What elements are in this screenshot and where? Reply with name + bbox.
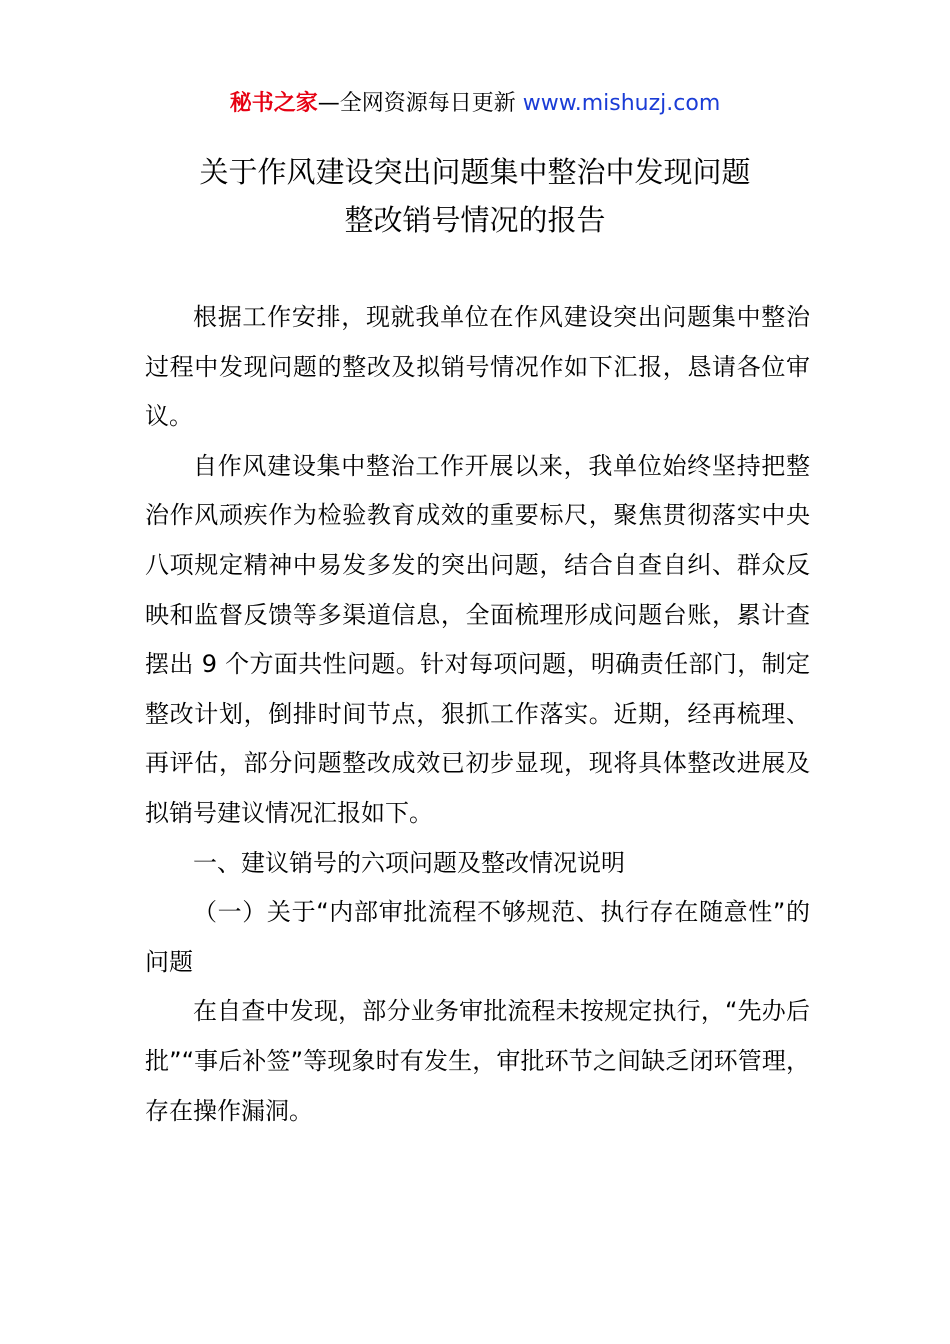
paragraph-issue-description: 在自查中发现，部分业务审批流程未按规定执行，“先办后批”“事后补签”等现象时有发生，审批环节之间缺乏闭环管理，存在操作漏洞。 (145, 997, 810, 1125)
subsection-heading-1: （一）关于“内部审批流程不够规范、执行存在随意性”的问题 (145, 898, 810, 976)
document-title-line-2: 整改销号情况的报告 (344, 203, 606, 237)
site-url-link[interactable]: www.mishuzj.com (522, 91, 721, 116)
document-body (145, 293, 810, 1136)
site-header (0, 88, 950, 120)
paragraph-intro: 根据工作安排，现就我单位在作风建设突出问题集中整治过程中发现问题的整改及拟销号情况作如下汇报，恳请各位审议。 (145, 303, 810, 431)
document-title-line-1: 关于作风建设突出问题集中整治中发现问题 (199, 155, 751, 189)
section-heading-1: 一、建议销号的六项问题及整改情况说明 (193, 848, 625, 877)
document-title (0, 148, 950, 244)
site-brand: 秘书之家 (229, 91, 318, 116)
paragraph-background: 自作风建设集中整治工作开展以来，我单位始终坚持把整治作风顽疾作为检验教育成效的重要标尺，聚焦贯彻落实中央八项规定精神中易发多发的突出问题，结合自查自纠、群众反映和监督反馈等多渠道信息，全面梳理形成问题台账，累计查摆出 9 个方面共性问题。针对每项问题，明确责任部门，制定整改计划，倒排时间节点，狠抓工作落实。近期，经再梳理、再评估，部分问题整改成效已初步显现，现将具体整改进展及拟销号建议情况汇报如下。 (145, 451, 810, 827)
site-tagline: —全网资源每日更新 (317, 91, 523, 116)
